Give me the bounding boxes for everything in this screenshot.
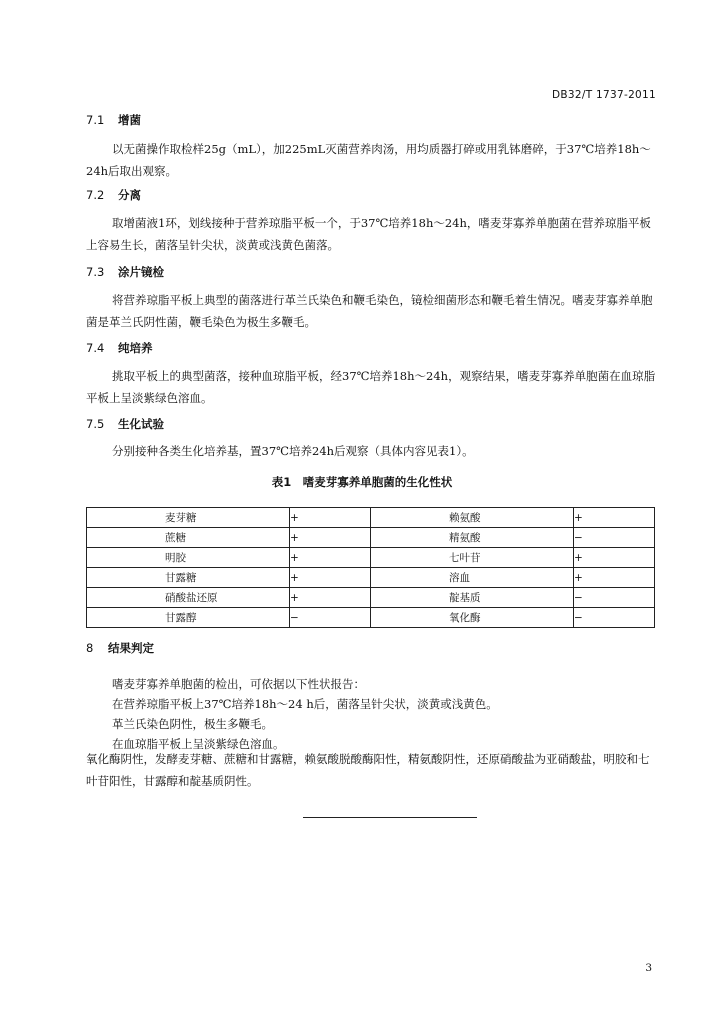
test-result-cell: + bbox=[290, 528, 371, 548]
test-name-cell: 赖氨酸 bbox=[371, 508, 574, 528]
section-heading-8 bbox=[86, 640, 154, 656]
end-rule bbox=[303, 817, 477, 818]
table-row bbox=[87, 608, 655, 628]
test-result-cell: − bbox=[574, 528, 655, 548]
section-text-7-3: 将营养琼脂平板上典型的菌落进行革兰氏染色和鞭毛染色，镜检细菌形态和鞭毛着生情况。嗜麦芽寡养单胞菌是革兰氏阴性菌，鞭毛染色为极生多鞭毛。 bbox=[86, 293, 653, 329]
test-result-cell: + bbox=[290, 568, 371, 588]
test-result-cell: + bbox=[574, 508, 655, 528]
result-final-text: 氧化酶阴性，发酵麦芽糖、蔗糖和甘露糖，赖氨酸脱酸酶阳性，精氨酸阴性，还原硝酸盐为亚硝酸盐，明胶和七叶苷阳性，甘露醇和靛基质阴性。 bbox=[86, 752, 650, 788]
table-row bbox=[87, 588, 655, 608]
section-title: 生化试验 bbox=[118, 417, 164, 431]
test-name-cell: 七叶苷 bbox=[371, 548, 574, 568]
test-result-cell: + bbox=[574, 548, 655, 568]
section-text-7-2: 取增菌液1环，划线接种于营养琼脂平板一个，于37℃培养18h～24h，嗜麦芽寡养单胞菌在营养琼脂平板上容易生长，菌落呈针尖状，淡黄或浅黄色菌落。 bbox=[86, 216, 651, 252]
section-title: 涂片镜检 bbox=[118, 265, 164, 279]
test-name-cell: 精氨酸 bbox=[371, 528, 574, 548]
test-name-cell: 甘露醇 bbox=[87, 608, 290, 628]
section-number: 8 bbox=[86, 641, 94, 655]
test-result-cell: + bbox=[574, 568, 655, 588]
result-line: 革兰氏染色阴性，极生多鞭毛。 bbox=[112, 717, 273, 731]
test-result-cell: − bbox=[574, 588, 655, 608]
page-number: 3 bbox=[645, 962, 652, 974]
table-row bbox=[87, 508, 655, 528]
section-number: 7.1 bbox=[86, 113, 105, 127]
section-heading-7-4 bbox=[86, 340, 153, 356]
section-title: 结果判定 bbox=[108, 641, 154, 655]
result-line: 在血琼脂平板上呈淡紫绿色溶血。 bbox=[112, 737, 285, 751]
section-title: 纯培养 bbox=[118, 341, 153, 355]
result-line: 嗜麦芽寡养单胞菌的检出，可依据以下性状报告： bbox=[112, 677, 365, 691]
test-name-cell: 硝酸盐还原 bbox=[87, 588, 290, 608]
test-result-cell: − bbox=[290, 608, 371, 628]
section-heading-7-5 bbox=[86, 416, 164, 432]
section-heading-7-3 bbox=[86, 264, 164, 280]
test-name-cell: 麦芽糖 bbox=[87, 508, 290, 528]
section-number: 7.2 bbox=[86, 188, 105, 202]
section-number: 7.3 bbox=[86, 265, 105, 279]
test-name-cell: 明胶 bbox=[87, 548, 290, 568]
section-heading-7-2 bbox=[86, 187, 141, 203]
section-text-7-4: 挑取平板上的典型菌落，接种血琼脂平板，经37℃培养18h～24h，观察结果，嗜麦芽寡养单胞菌在血琼脂平板上呈淡紫绿色溶血。 bbox=[86, 369, 656, 405]
result-line: 在营养琼脂平板上37℃培养18h～24 h后，菌落呈针尖状，淡黄或浅黄色。 bbox=[112, 697, 498, 711]
section-text-7-5: 分别接种各类生化培养基，置37℃培养24h后观察（具体内容见表1）。 bbox=[112, 444, 474, 458]
section-text-7-1: 以无菌操作取检样25g（mL），加225mL灭菌营养肉汤，用均质器打碎或用乳钵磨碎，于37℃培养18h～24h后取出观察。 bbox=[86, 142, 651, 178]
test-name-cell: 甘露糖 bbox=[87, 568, 290, 588]
section-number: 7.4 bbox=[86, 341, 105, 355]
test-result-cell: − bbox=[574, 608, 655, 628]
table-row bbox=[87, 568, 655, 588]
test-result-cell: + bbox=[290, 508, 371, 528]
section-heading-7-1 bbox=[86, 112, 141, 128]
table-row bbox=[87, 528, 655, 548]
table-caption: 表1 嗜麦芽寡养单胞菌的生化性状 bbox=[271, 475, 453, 489]
test-result-cell: + bbox=[290, 588, 371, 608]
biochemical-table bbox=[86, 507, 655, 628]
section-number: 7.5 bbox=[86, 417, 105, 431]
section-title: 分离 bbox=[118, 188, 141, 202]
test-name-cell: 靛基质 bbox=[371, 588, 574, 608]
standard-code: DB32/T 1737-2011 bbox=[552, 89, 656, 101]
test-name-cell: 溶血 bbox=[371, 568, 574, 588]
test-result-cell: + bbox=[290, 548, 371, 568]
test-name-cell: 蔗糖 bbox=[87, 528, 290, 548]
table-row bbox=[87, 548, 655, 568]
section-title: 增菌 bbox=[118, 113, 141, 127]
test-name-cell: 氧化酶 bbox=[371, 608, 574, 628]
